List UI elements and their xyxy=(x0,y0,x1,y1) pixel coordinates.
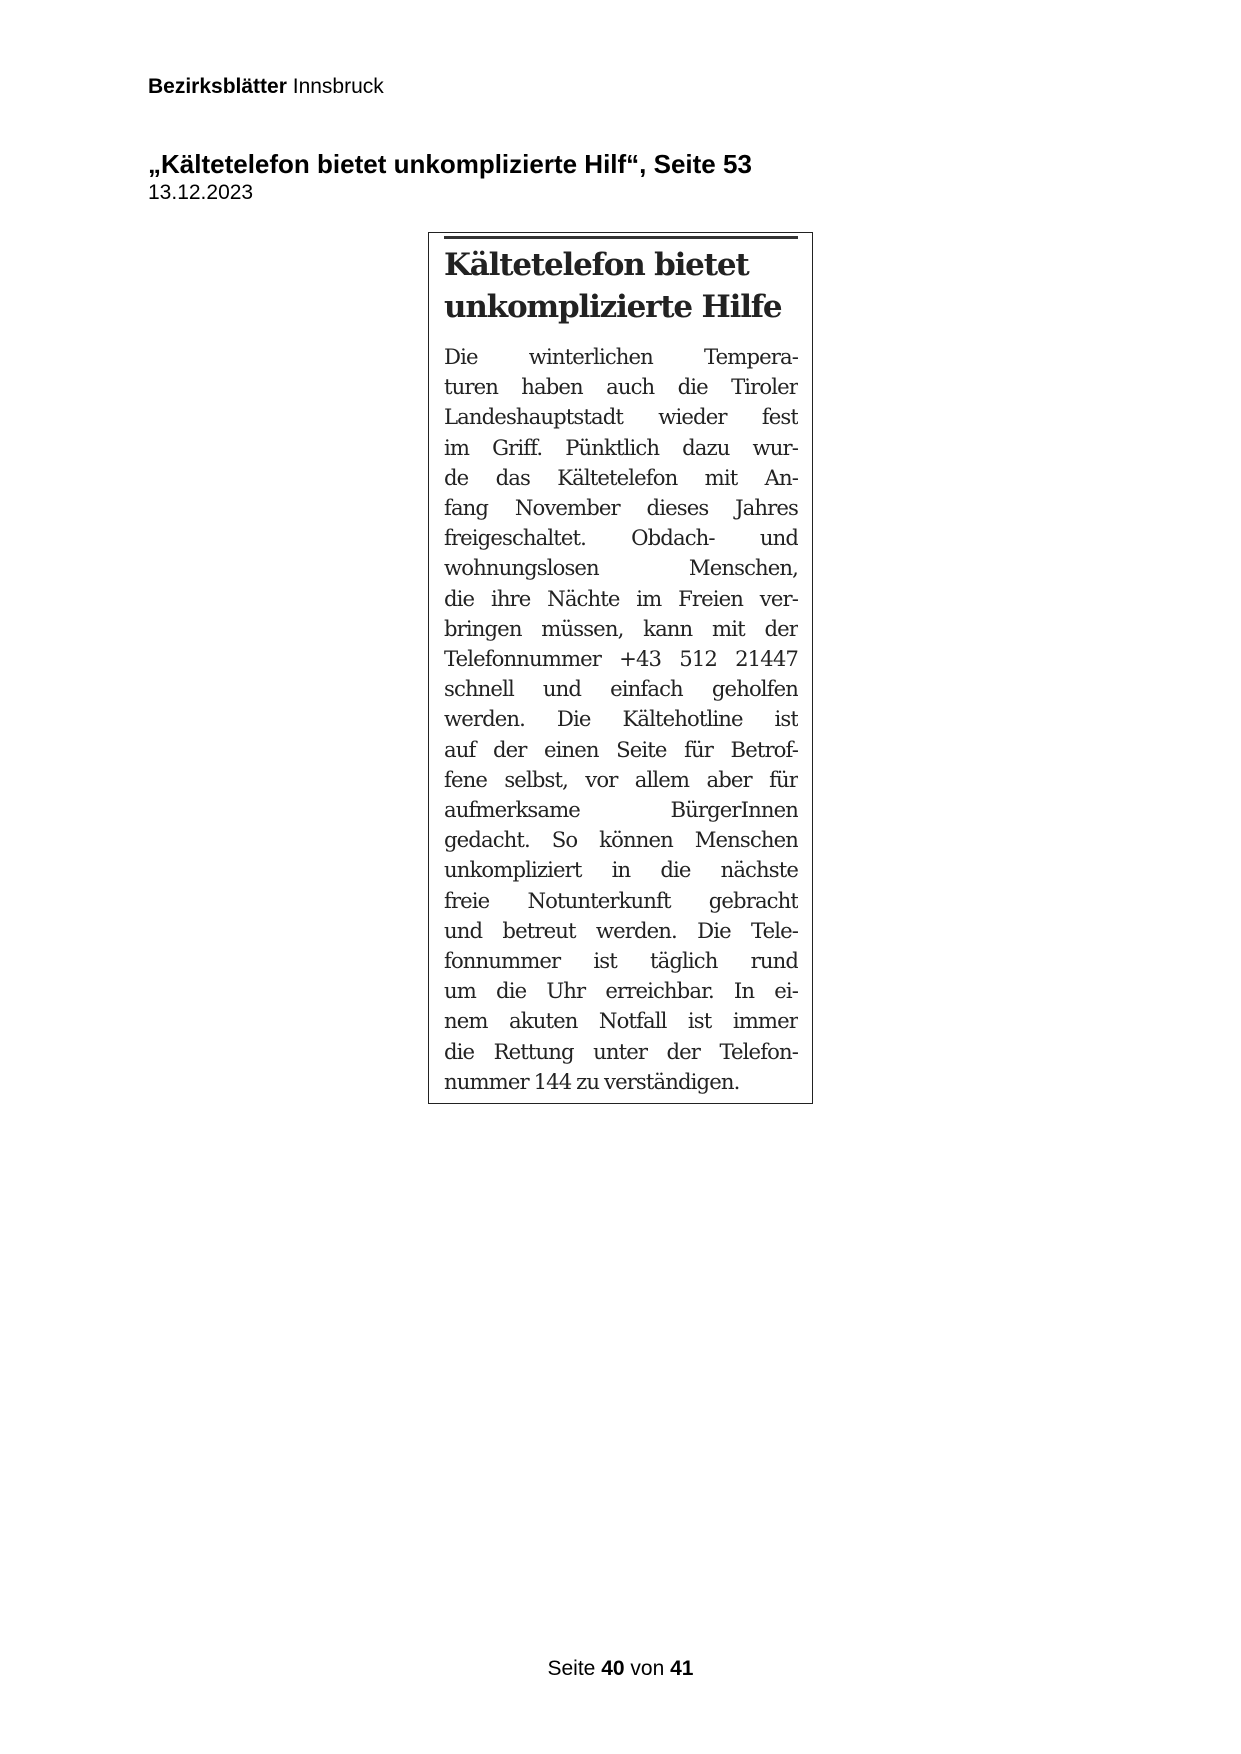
clipping-body-line: de das Kältetelefon mit An- xyxy=(444,464,798,490)
clipping-body-line: Die winterlichen Tempera- xyxy=(444,344,798,369)
page-footer xyxy=(0,1656,1241,1682)
clipping-body-line: nem akuten Notfall ist immer xyxy=(444,1008,798,1034)
clipping-body-line: Landeshauptstadt wieder fest xyxy=(444,404,798,430)
article-headline: „Kältetelefon bietet unkomplizierte Hilf“, Seite 53 xyxy=(148,149,752,179)
clipping-body-line: die Rettung unter der Telefon- xyxy=(444,1038,798,1064)
clipping-body xyxy=(444,342,798,1097)
clipping-body-line: unkompliziert in die nächste xyxy=(444,857,798,883)
footer-of-word: von xyxy=(630,1657,665,1680)
clipping-body-line: nummer 144 zu verständigen. xyxy=(444,1068,740,1094)
clipping-body-line: bringen müssen, kann mit der xyxy=(444,615,798,641)
clipping-body-line: schnell und einfach geholfen xyxy=(444,676,798,702)
clipping-body-line: fang November dieses Jahres xyxy=(444,495,798,521)
clipping-body-line: aufmerksame BürgerInnen xyxy=(444,797,798,823)
article-date: 13.12.2023 xyxy=(148,181,254,204)
clipping-title-line-1: Kältetelefon bietet xyxy=(444,247,749,283)
clipping-body-line: freigeschaltet. Obdach- und xyxy=(444,525,798,551)
footer-current-page: 40 xyxy=(601,1657,625,1680)
clipping-body-line: freie Notunterkunft gebracht xyxy=(444,887,798,913)
footer-total-pages: 41 xyxy=(670,1657,694,1680)
clipping-body-line: gedacht. So können Menschen xyxy=(444,827,798,853)
clipping-body-line: und betreut werden. Die Tele- xyxy=(444,917,798,943)
clipping-body-line: wohnungslosen Menschen, xyxy=(444,555,798,581)
clipping-body-line: auf der einen Seite für Betrof- xyxy=(444,736,798,762)
clipping-body-line: Telefonnummer +43 512 21447 xyxy=(444,646,798,672)
footer-page-word: Seite xyxy=(547,1657,596,1680)
clipping-body-line: turen haben auch die Tiroler xyxy=(444,374,798,400)
publication-line xyxy=(148,74,384,100)
publication-region: Innsbruck xyxy=(292,75,384,98)
newspaper-clipping xyxy=(428,232,813,1104)
clipping-body-line: um die Uhr erreichbar. In ei- xyxy=(444,978,798,1004)
clipping-title xyxy=(444,244,798,328)
publication-name: Bezirksblätter xyxy=(148,75,287,98)
clipping-body-line: die ihre Nächte im Freien ver- xyxy=(444,585,798,611)
clipping-title-line-2: unkomplizierte Hilfe xyxy=(444,289,782,325)
clipping-top-rule xyxy=(444,236,798,239)
clipping-body-line: fonnummer ist täglich rund xyxy=(444,948,798,974)
clipping-body-line: im Griff. Pünktlich dazu wur- xyxy=(444,434,798,460)
clipping-body-line: werden. Die Kältehotline ist xyxy=(444,706,798,732)
clipping-body-line: fene selbst, vor allem aber für xyxy=(444,766,798,792)
